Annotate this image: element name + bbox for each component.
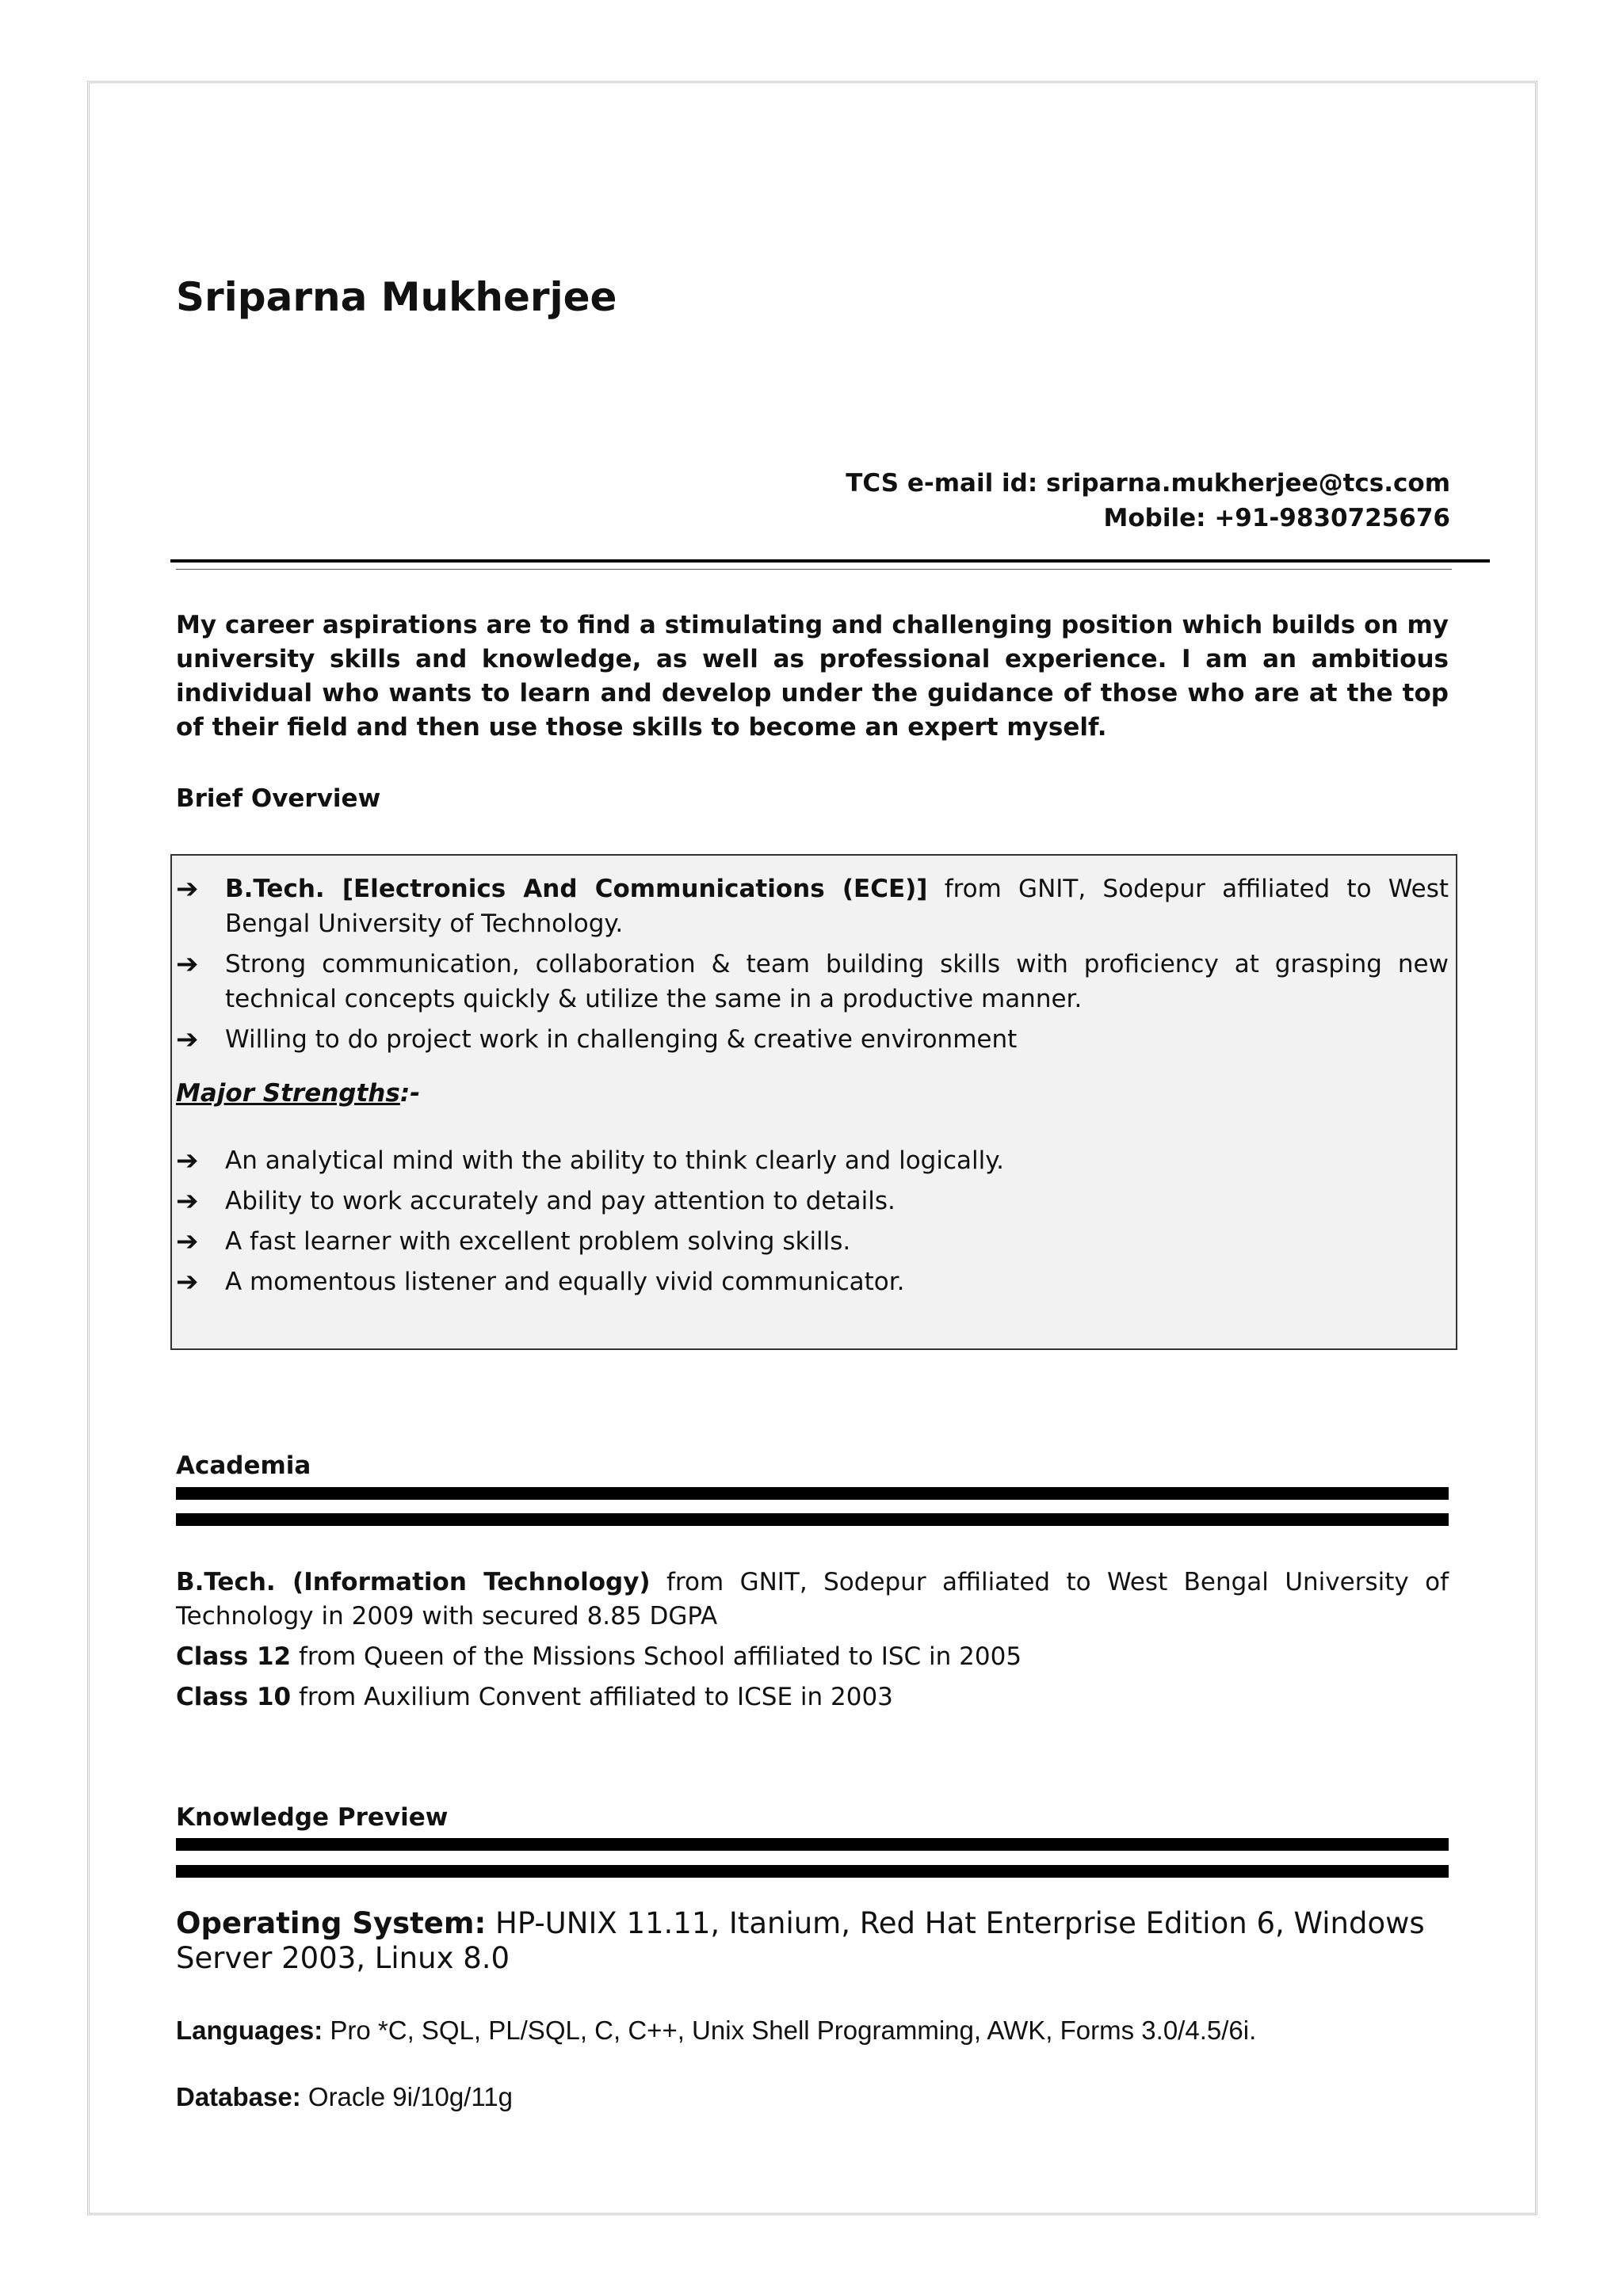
section-bar: [176, 1838, 1449, 1851]
operating-system-line: Operating System: HP-UNIX 11.11, Itanium, Red Hat Enterprise Edition 6, Windows Server 2003, Linux 8.0: [176, 1906, 1425, 1975]
strengths-heading: Major Strengths:-: [176, 1079, 421, 1108]
section-bar: [176, 1513, 1449, 1526]
strength-item: ➔ A momentous listener and equally vivid communicator.: [176, 1266, 905, 1298]
academia-item: Class 10 from Auxilium Convent affiliated to ICSE in 2003: [176, 1683, 893, 1711]
strength-item: ➔ A fast learner with excellent problem solving skills.: [176, 1226, 851, 1257]
strength-item: ➔ An analytical mind with the ability to think clearly and logically.: [176, 1145, 1005, 1177]
header-rule-thin: [176, 569, 1452, 570]
arrow-right-icon: ➔: [176, 1226, 199, 1257]
arrow-right-icon: ➔: [176, 1024, 199, 1055]
arrow-right-icon: ➔: [176, 1145, 199, 1177]
languages-line: Languages: Pro *C, SQL, PL/SQL, C, C++, Unix Shell Programming, AWK, Forms 3.0/4.5/6i.: [176, 2016, 1257, 2045]
bullet-text: Strong communication, collaboration & team building skills with proficiency at grasping new technical concepts quickly & utilize the same in a productive manner.: [225, 950, 1449, 1013]
arrow-right-icon: ➔: [176, 1266, 199, 1298]
overview-bullet: [176, 871, 1449, 941]
section-bar: [176, 1865, 1449, 1878]
arrow-right-icon: ➔: [176, 873, 199, 905]
bullet-text: from GNIT, Sodepur affiliated to West Bengal University of Technology.: [225, 875, 1449, 938]
section-bar: [176, 1487, 1449, 1500]
header-rule: [170, 559, 1490, 563]
candidate-name: Sriparna Mukherjee: [176, 274, 617, 320]
knowledge-heading: Knowledge Preview: [176, 1803, 449, 1832]
overview-bullet: [176, 947, 1449, 1016]
overview-bullet: [176, 1022, 1449, 1057]
career-objective: My career aspirations are to find a stimulating and challenging position which builds on my university skills and knowledge, as well as professional experience. I am an ambitious individual who wants to learn and develop under the guidance of those who are at the top of their field and then use those skills to become an expert myself.: [176, 611, 1449, 742]
strength-item: ➔ Ability to work accurately and pay attention to details.: [176, 1185, 896, 1217]
academia-heading: Academia: [176, 1451, 311, 1480]
database-line: Database: Oracle 9i/10g/11g: [176, 2082, 513, 2111]
academia-item: B.Tech. (Information Technology) from GNIT, Sodepur affiliated to West Bengal University of Technology in 2009 with secured 8.85 DGPA: [176, 1568, 1449, 1630]
mobile-line: Mobile: +91-9830725676: [1103, 504, 1450, 532]
arrow-right-icon: ➔: [176, 1185, 199, 1217]
academia-item: Class 12 from Queen of the Missions School affiliated to ISC in 2005: [176, 1642, 1022, 1671]
bullet-bold: B.Tech. [Electronics And Communications (ECE)]: [225, 875, 928, 903]
arrow-right-icon: ➔: [176, 948, 199, 980]
overview-heading: Brief Overview: [176, 784, 381, 813]
email-line: TCS e-mail id: sriparna.mukherjee@tcs.com: [846, 469, 1450, 498]
bullet-text: Willing to do project work in challenging & creative environment: [225, 1025, 1018, 1054]
